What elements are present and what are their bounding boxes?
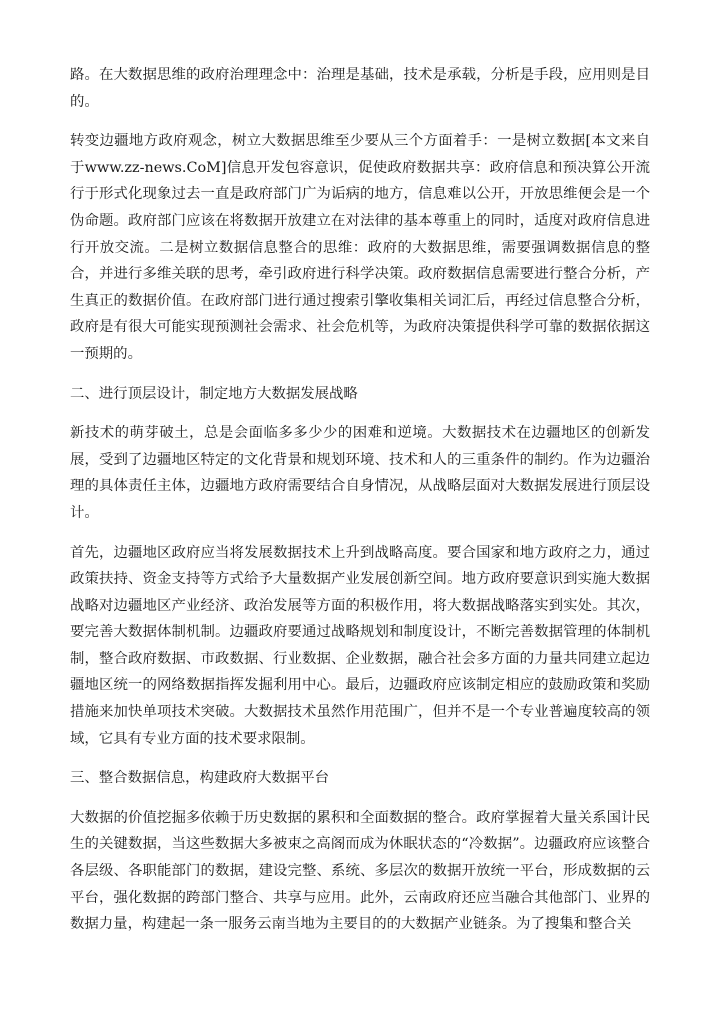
paragraph-2: 转变边疆地方政府观念，树立大数据思维至少要从三个方面着手：一是树立数据[本文来自于www.zz-news.CoM]信息开发包容意识，促使政府数据共享：政府信息和预决算公开流行于形式化现象过去一直是政府部门广为诟病的地方，信息难以公开，开放思维便会是一个伪命题。政府部门应该在将数据开放建立在对法律的基本尊重上的同时，适度对政府信息进行开放交流。二是树立数据信息整合的思维：政府的大数据思维，需要强调数据信息的整合，并进行多维关联的思考，牵引政府进行科学决策。政府数据信息需要进行整合分析，产生真正的数据价值。在政府部门进行通过搜索引擎收集相关词汇后，再经过信息整合分析，政府是有很大可能实现预测社会需求、社会危机等，为政府决策提供科学可靠的数据依据这一预期的。 <box>70 133 650 362</box>
document-body <box>70 62 650 951</box>
section-heading-2: 二、进行顶层设计，制定地方大数据发展战略 <box>70 385 358 402</box>
paragraph-4: 首先，边疆地区政府应当将发展数据技术上升到战略高度。要合国家和地方政府之力，通过政策扶持、资金支持等方式给予大量数据产业发展创新空间。地方政府要意识到实施大数据战略对边疆地区产业经济、政治发展等方面的积极作用，将大数据战略落实到实处。其次，要完善大数据体制机制。边疆政府要通过战略规划和制度设计，不断完善数据管理的体制机制，整合政府数据、市政数据、行业数据、企业数据，融合社会多方面的力量共同建立起边疆地区统一的网络数据指挥发掘利用中心。最后，边疆政府应该制定相应的鼓励政策和奖励措施来加快单项技术突破。大数据技术虽然作用范围广，但并不是一个专业普遍度较高的领域，它具有专业方面的技术要求限制。 <box>70 544 650 747</box>
paragraph-5: 大数据的价值挖掘多依赖于历史数据的累积和全面数据的整合。政府掌握着大量关系国计民生的关键数据，当这些数据大多被束之高阁而成为休眠状态的“冷数据”。边疆政府应该整合各层级、各职能部门的数据，建设完整、系统、多层次的数据开放统一平台，形成数据的云平台，强化数据的跨部门整合、共享与应用。此外，云南政府还应当融合其他部门、业界的数据力量，构建起一条一服务云南当地为主要目的的大数据产业链条。为了搜集和整合关 <box>70 809 650 933</box>
paragraph-3: 新技术的萌芽破土，总是会面临多多少少的困难和逆境。大数据技术在边疆地区的创新发展，受到了边疆地区特定的文化背景和规划环境、技术和人的三重条件的制约。作为边疆治理的具体责任主体，边疆地方政府需要结合自身情况，从战略层面对大数据发展进行顶层设计。 <box>70 425 650 521</box>
section-heading-3: 三、整合数据信息，构建政府大数据平台 <box>70 770 330 787</box>
paragraph-1: 路。在大数据思维的政府治理理念中：治理是基础，技术是承载，分析是手段，应用则是目的。 <box>70 67 650 110</box>
